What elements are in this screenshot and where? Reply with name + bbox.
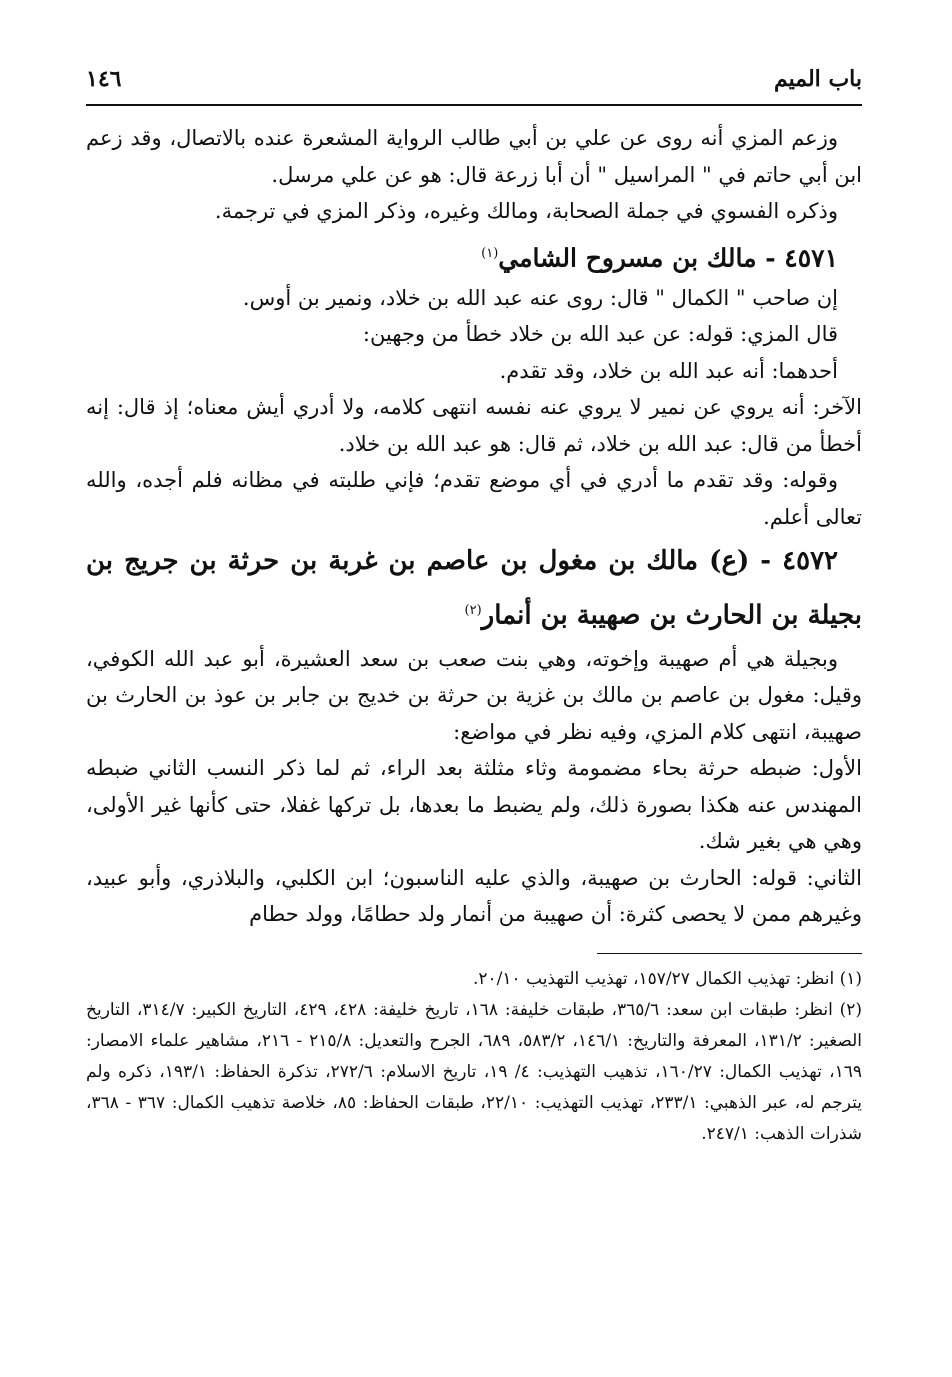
paragraph: وذكره الفسوي في جملة الصحابة، ومالك وغيره، وذكر المزي في ترجمة. [214, 199, 838, 223]
footnote-ref: (١) [481, 245, 499, 261]
paragraph: قال المزي: قوله: عن عبد الله بن خلاد خطأ من وجهين: [362, 322, 838, 347]
main-text [86, 120, 862, 933]
page-number: ١٤٦ [86, 66, 122, 92]
paragraph: الأول: ضبطه حرثة بحاء مضمومة وثاء مثلثة بعد الراء، ثم لما ذكر النسب الثاني ضبطه المهندس عنه هكذا بصورة ذلك، ولم يضبط ما بعدها، بل تركها غفلا، حتى كأنها غير الأولى، وهي هي بغير شك. [86, 756, 862, 854]
footnote: (٢) انظر: طبقات ابن سعد: ٣٦٥/٦، طبقات خليفة: ١٦٨، تاريخ خليفة: ٤٢٨، ٤٢٩، التاريخ الكبير: ٣١٤/٧، التاريخ الصغير: ١٣١/٢، المعرفة والتاريخ: ١٤٦/١، ٥٨٣/٢، ٦٨٩، الجرح والتعديل: ٢١٥/٨ - ٢١٦، مشاهير علماء الامصار: ١٦٩، تهذيب الكمال: ١٦٠/٢٧، تذهيب التهذيب: ٤/ ١٩، تاريخ الاسلام: ٢٧٢/٦، تذكرة الحفاظ: ١٩٣/١، ذكره ولم يترجم له، عبر الذهبي: ٢٣٣/١، تهذيب التهذيب: ٢٢/١٠، طبقات الحفاظ: ٨٥، خلاصة تذهيب الكمال: ٣٦٧ - ٣٦٨، شذرات الذهب: ٢٤٧/١. [86, 999, 863, 1144]
chapter-title: باب الميم [773, 66, 862, 92]
footnote-divider [597, 953, 862, 954]
page-header [86, 64, 862, 106]
paragraph: أحدهما: أنه عبد الله بن خلاد، وقد تقدم. [499, 358, 838, 383]
paragraph: الثاني: قوله: الحارث بن صهيبة، والذي عليه الناسبون؛ ابن الكلبي، والبلاذري، وأبو عبيد، وغيرهم ممن لا يحصى كثرة: أن صهيبة من أنمار ولد حطامًا، وولد حطام [86, 865, 862, 927]
paragraph: وزعم المزي أنه روى عن علي بن أبي طالب الرواية المشعرة عنده بالاتصال، وقد زعم ابن أبي حاتم في " المراسيل " أن أبا زرعة قال: هو عن علي مرسل. [86, 126, 862, 187]
paragraph: وبجيلة هي أم صهيبة وإخوته، وهي بنت صعب بن سعد العشيرة، أبو عبد الله الكوفي، وقيل: مغول بن عاصم بن مالك بن غزية بن حرثة بن خديج بن جابر بن عوذ بن الحارث بن صهيبة، انتهى كلام المزي، وفيه نظر في مواضع: [86, 646, 862, 744]
paragraph: وقوله: وقد تقدم ما أدري في أي موضع تقدم؛ فإني طلبته في مظانه فلم أجده، والله تعالى أعلم. [86, 468, 862, 529]
entry-heading [86, 232, 862, 280]
entry-heading [86, 537, 862, 641]
paragraph: إن صاحب " الكمال " قال: روى عنه عبد الله بن خلاد، ونمير بن أوس. [242, 285, 838, 310]
footnote: (١) انظر: تهذيب الكمال ١٥٧/٢٧، تهذيب التهذيب ٢٠/١٠. [472, 968, 862, 989]
paragraph: الآخر: أنه يروي عن نمير لا يروي عنه نفسه انتهى كلامه، ولا أدري أيش معناه؛ إذ قال: إنه أخطأ من قال: عبد الله بن خلاد، ثم قال: هو عبد الله بن خلاد. [86, 395, 862, 456]
book-page [86, 64, 862, 1150]
entry-heading-text: ٤٥٧٢ - (ع) مالك بن مغول بن عاصم بن غربة بن حرثة بن جريج بن بجيلة بن الحارث بن صهيبة بن أنمار [86, 546, 862, 631]
footnotes [86, 964, 862, 1150]
entry-heading-text: ٤٥٧١ - مالك بن مسروح الشامي [498, 242, 838, 272]
footnote-ref: (٢) [464, 603, 482, 619]
